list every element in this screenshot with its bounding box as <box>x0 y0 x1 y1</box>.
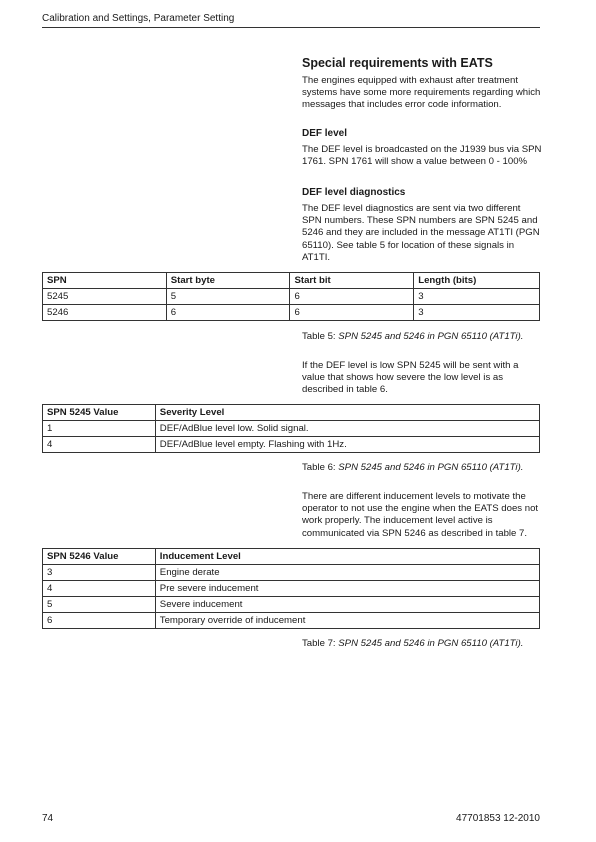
table-cell: 6 <box>43 613 156 629</box>
table-cell: 4 <box>43 581 156 597</box>
header-rule <box>42 27 540 28</box>
table-cell: 6 <box>290 289 414 305</box>
table-cell: Engine derate <box>155 565 539 581</box>
caption-label: Table 7: <box>302 638 339 649</box>
table-row <box>43 421 540 437</box>
table-header-row <box>43 405 540 421</box>
table-cell: 3 <box>414 289 540 305</box>
table-cell: 5245 <box>43 289 167 305</box>
table-5 <box>42 272 540 321</box>
column-header: Start byte <box>166 273 290 289</box>
table-row <box>43 289 540 305</box>
intro-paragraph: The engines equipped with exhaust after treatment systems have some more requirements regarding which messages that includes error code information. <box>302 75 541 111</box>
page-number: 74 <box>42 813 54 824</box>
caption-label: Table 6: <box>302 462 339 473</box>
column-header: SPN <box>43 273 167 289</box>
caption-text: SPN 5245 and 5246 in PGN 65110 (AT1Ti). <box>338 331 524 342</box>
def-diagnostics-heading: DEF level diagnostics <box>302 187 406 198</box>
table-row <box>43 613 540 629</box>
table-header-row <box>43 549 540 565</box>
table-cell: 6 <box>290 305 414 321</box>
column-header: Severity Level <box>155 405 539 421</box>
column-header: Length (bits) <box>414 273 540 289</box>
table-cell: Pre severe inducement <box>155 581 539 597</box>
running-header: Calibration and Settings, Parameter Setting <box>42 13 235 24</box>
table-row <box>43 437 540 453</box>
table-header-row <box>43 273 540 289</box>
column-header: SPN 5246 Value <box>43 549 156 565</box>
severity-paragraph: If the DEF level is low SPN 5245 will be sent with a value that shows how severe the low level is as described in table 6. <box>302 360 519 396</box>
table-cell: DEF/AdBlue level empty. Flashing with 1Hz. <box>155 437 539 453</box>
table-cell: 4 <box>43 437 156 453</box>
table-cell: Temporary override of inducement <box>155 613 539 629</box>
table-cell: 5 <box>166 289 290 305</box>
table-6-caption <box>302 462 523 473</box>
column-header: Inducement Level <box>155 549 539 565</box>
inducement-paragraph: There are different inducement levels to motivate the operator to not use the engine when the EATS does not work properly. The inducement level active is communicated via SPN 5246 as described in table 7. <box>302 491 539 539</box>
table-cell: 6 <box>166 305 290 321</box>
table-row <box>43 565 540 581</box>
caption-text: SPN 5245 and 5246 in PGN 65110 (AT1Ti). <box>338 638 524 649</box>
table-row <box>43 305 540 321</box>
table-cell: 5246 <box>43 305 167 321</box>
caption-label: Table 5: <box>302 331 339 342</box>
document-number: 47701853 12-2010 <box>456 813 540 824</box>
table-5-caption <box>302 331 523 342</box>
column-header: Start bit <box>290 273 414 289</box>
def-level-heading: DEF level <box>302 128 348 139</box>
table-cell: DEF/AdBlue level low. Solid signal. <box>155 421 539 437</box>
table-cell: 5 <box>43 597 156 613</box>
table-cell: 1 <box>43 421 156 437</box>
table-6 <box>42 404 540 453</box>
def-diagnostics-paragraph: The DEF level diagnostics are sent via two different SPN numbers. These SPN numbers are SPN 5245 and 5246 and they are included in the message AT1TI (PGN 65110). See table 5 for location of these signals in AT1TI. <box>302 203 540 263</box>
table-cell: 3 <box>414 305 540 321</box>
table-7-caption <box>302 638 523 649</box>
caption-text: SPN 5245 and 5246 in PGN 65110 (AT1Ti). <box>338 462 524 473</box>
table-7 <box>42 548 540 629</box>
section-title: Special requirements with EATS <box>302 56 493 70</box>
column-header: SPN 5245 Value <box>43 405 156 421</box>
table-cell: Severe inducement <box>155 597 539 613</box>
table-row <box>43 597 540 613</box>
table-row <box>43 581 540 597</box>
def-level-paragraph: The DEF level is broadcasted on the J1939 bus via SPN 1761. SPN 1761 will show a value between 0 - 100% <box>302 144 542 168</box>
table-cell: 3 <box>43 565 156 581</box>
